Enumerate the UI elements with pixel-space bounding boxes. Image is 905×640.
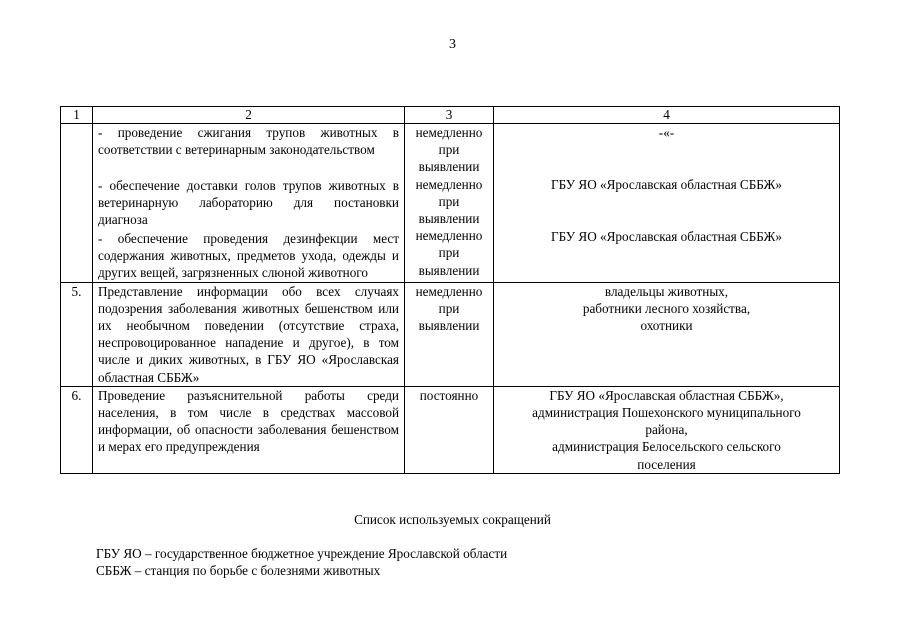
column-header-2: 2 [93,107,405,124]
deadline-line: выявлении [418,262,480,278]
table-row [61,282,840,386]
responsible-item: ГБУ ЯО «Ярославская областная СББЖ» [551,229,782,244]
deadline-line: выявлении [418,318,480,334]
responsible-line: охотники [640,318,693,334]
table-row [61,124,840,283]
column-header-1: 1 [61,107,93,124]
responsible-line: владельцы животных, [604,283,729,299]
responsible-line: района, [645,422,688,438]
action-cell [93,124,405,283]
responsible-line: администрация Пошехонского муниципального [532,405,801,421]
deadline-cell [405,124,494,283]
abbreviation-item: СББЖ – станция по борьбе с болезнями животных [96,563,381,578]
action-item: - обеспечение доставки голов трупов животных в ветеринарную лабораторию для постановки диагноза [98,178,399,228]
responsible-line: работники лесного хозяйства, [582,300,751,316]
responsible-line: поселения [637,456,696,472]
deadline-cell [405,282,494,386]
deadline-line: при [438,193,460,209]
responsible-item: -«- [658,125,675,140]
row-number: 6. [61,386,93,473]
abbreviations-list [96,545,507,579]
action-cell: Представление информации обо всех случаях подозрения заболевания животных бешенством или их необычном поведении (отсутствие страха, неспровоцированное нападение и другое), в том числе и диких животных, в ГБУ ЯО «Ярославская областная СББЖ» [93,282,405,386]
column-header-3: 3 [405,107,494,124]
deadline-line: немедленно [415,125,483,140]
abbreviation-item: ГБУ ЯО – государственное бюджетное учреждение Ярославской области [96,546,508,561]
deadline-line: при [438,142,460,158]
deadline-line: при [438,300,460,316]
deadline-line: выявлении [418,159,480,175]
row-number [61,124,93,283]
measures-table [60,106,840,474]
responsible-cell [494,282,840,386]
responsible-cell [494,386,840,473]
row-number: 5. [61,282,93,386]
deadline-line: выявлении [418,211,480,227]
page-number: 3 [449,37,456,52]
responsible-cell [494,124,840,283]
deadline-line: при [438,245,460,261]
column-header-4: 4 [494,107,840,124]
action-item: - обеспечение проведения дезинфекции мест содержания животных, предметов ухода, одежды и других вещей, загрязненных слюной животного [98,231,399,281]
table-header-row [61,107,840,124]
table-row [61,386,840,473]
deadline-line: немедленно [415,228,483,244]
deadline-line: немедленно [415,176,483,192]
responsible-item: ГБУ ЯО «Ярославская областная СББЖ» [551,177,782,192]
action-cell: Проведение разъяснительной работы среди населения, в том числе в средствах массовой информации, об опасности заболевания бешенством и мерах его предупреждения [93,386,405,473]
deadline-line: немедленно [415,283,483,299]
action-item: - проведение сжигания трупов животных в соответствии с ветеринарным законодательством [98,125,399,158]
responsible-line: администрация Белосельского сельского [552,439,781,455]
responsible-line: ГБУ ЯО «Ярославская областная СББЖ», [549,387,784,403]
abbreviations-title: Список используемых сокращений [354,512,551,527]
deadline-cell: постоянно [405,386,494,473]
